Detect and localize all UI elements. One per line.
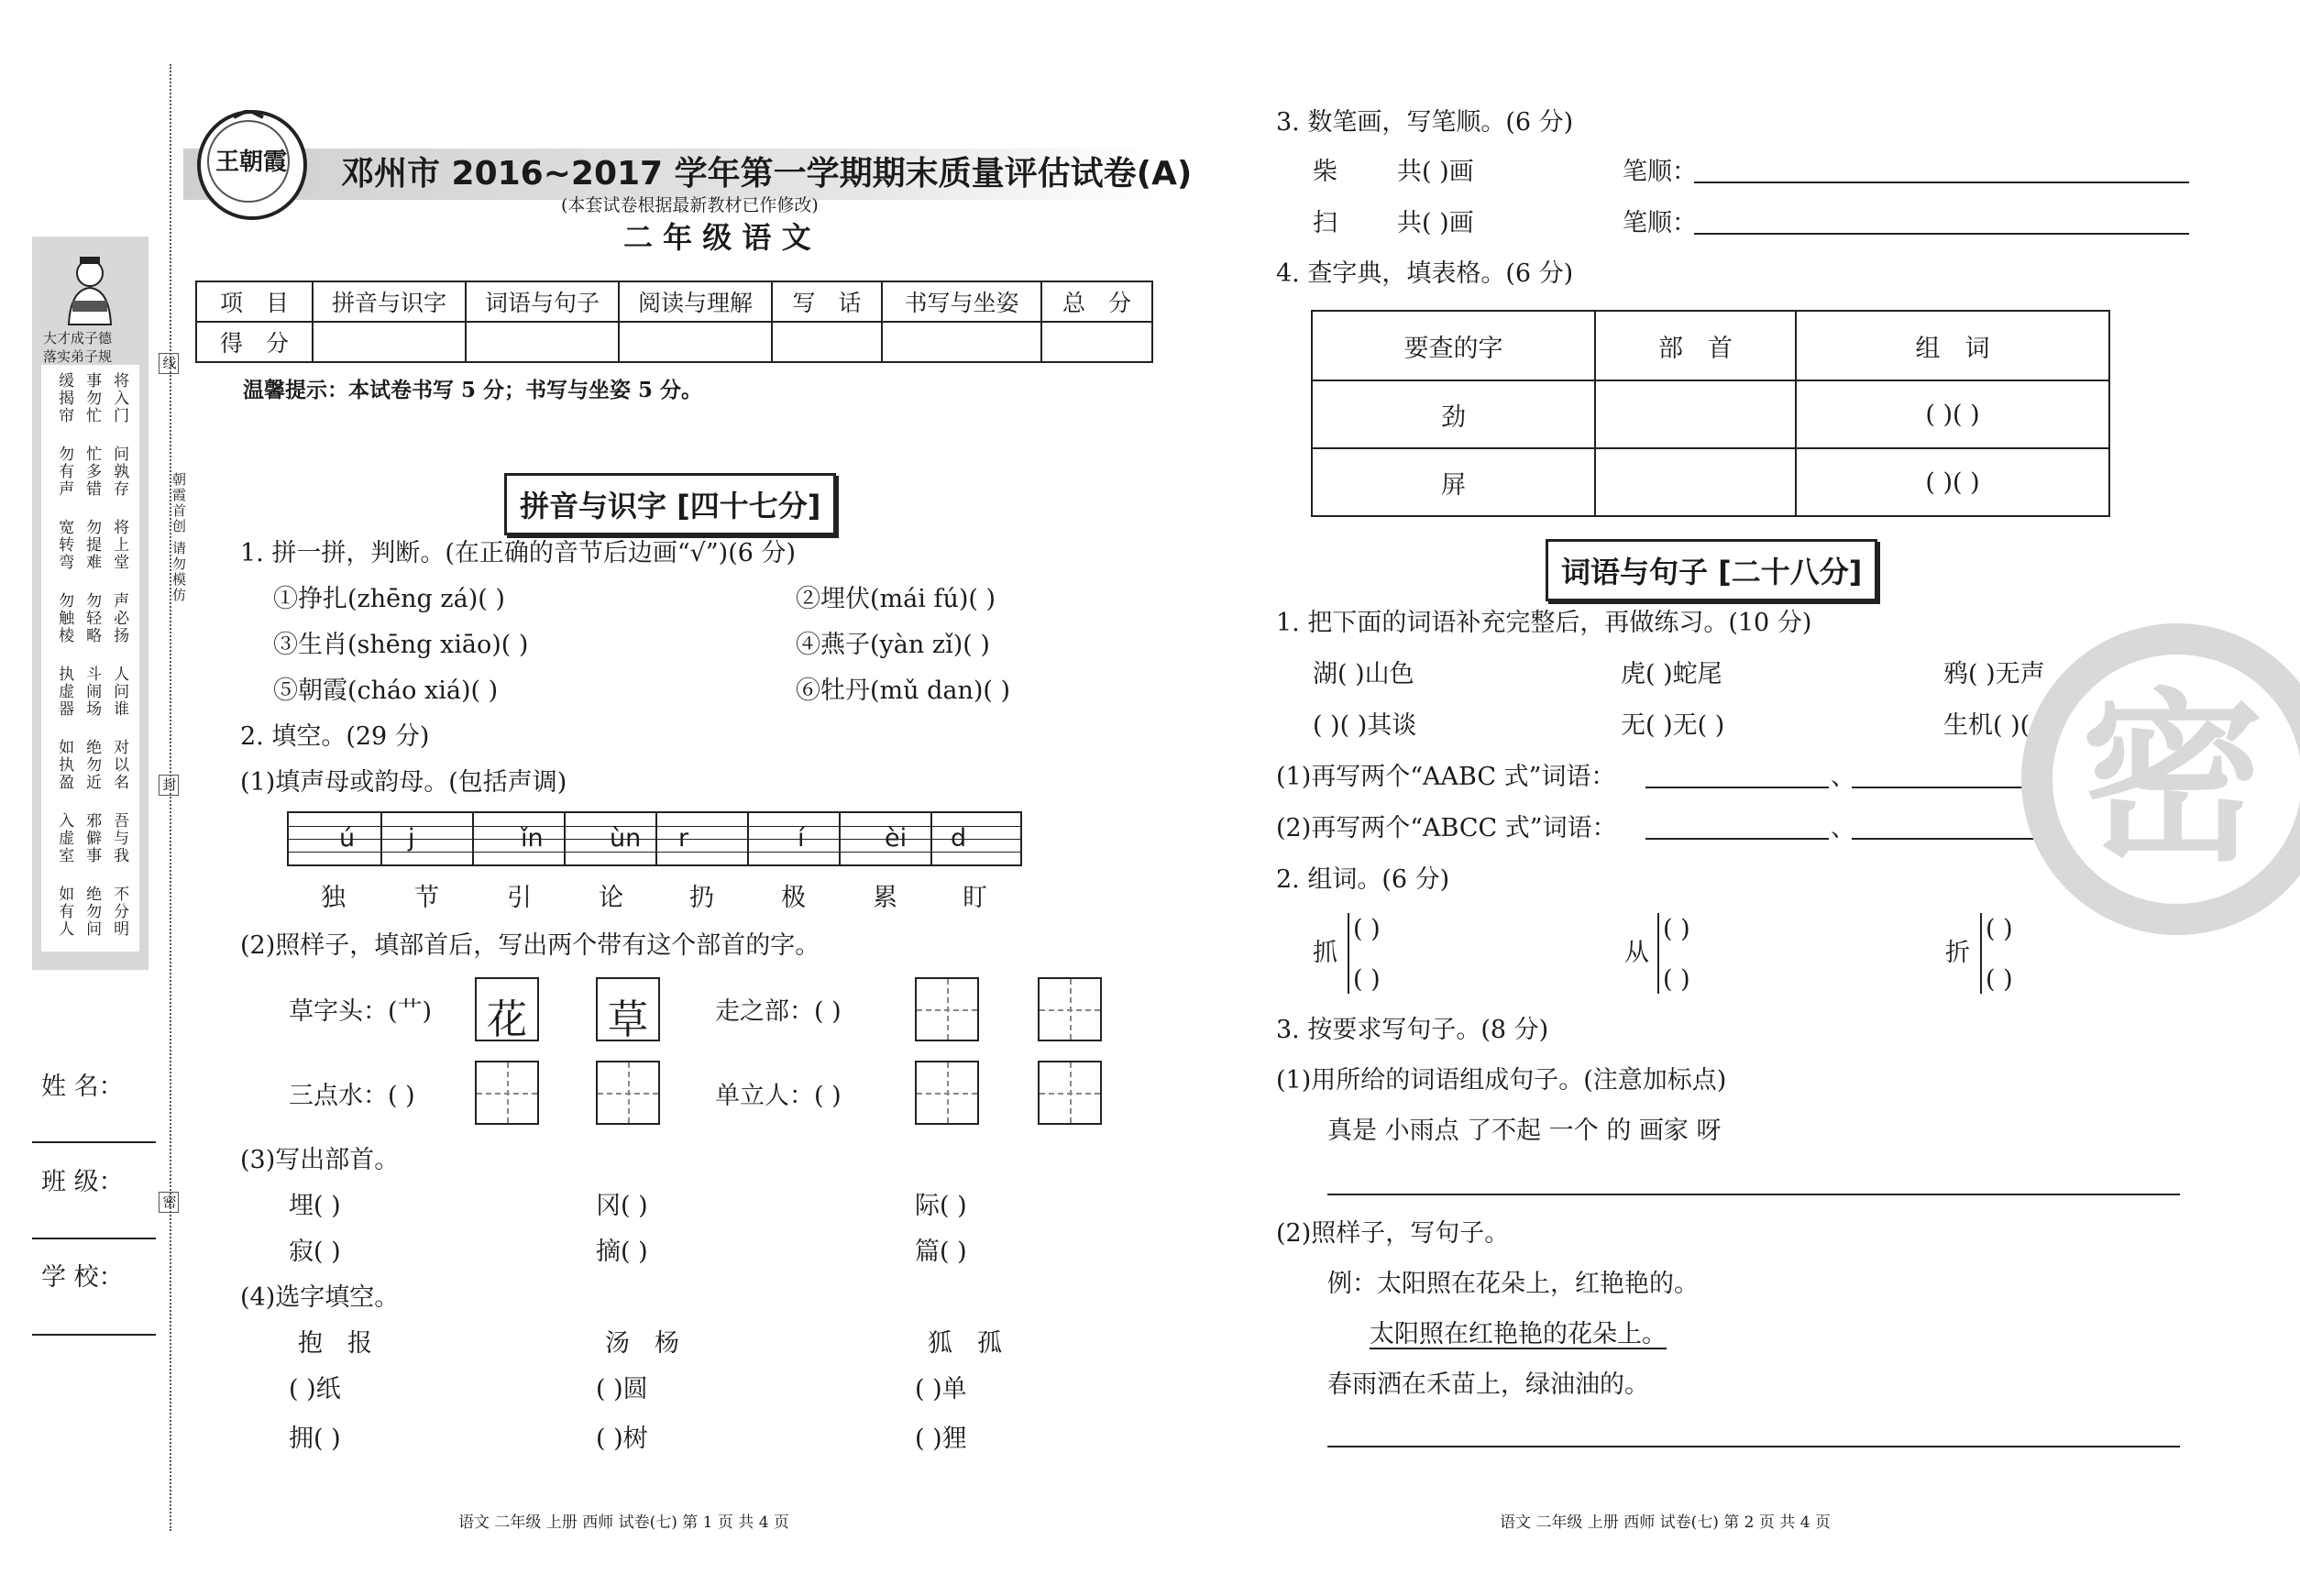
scholar-figure bbox=[60, 253, 120, 326]
rule-col: 执虚器 bbox=[55, 666, 74, 718]
rule-col: 将上堂 bbox=[110, 519, 129, 571]
tianzige-box[interactable] bbox=[475, 1061, 539, 1125]
bushou-item: 篇( ) bbox=[915, 1238, 967, 1266]
w2-prompt: 2. 组词。(6 分) bbox=[1276, 865, 1450, 894]
zuci-brace bbox=[1980, 913, 1982, 994]
stroke-char: 柴 bbox=[1313, 158, 1337, 186]
rule-col: 如有人 bbox=[55, 886, 74, 938]
q1-item: ③生肖(shēng xiāo)( ) bbox=[273, 631, 529, 659]
bushou-item: 冈( ) bbox=[596, 1192, 648, 1220]
logo-text: 王朝霞 bbox=[215, 149, 288, 176]
radical-label: 走之部：( ) bbox=[715, 997, 842, 1026]
sidebar-motto-2: 落实弟子规 bbox=[43, 348, 113, 365]
score-cell[interactable] bbox=[1041, 322, 1152, 362]
choose-head: 汤 杨 bbox=[605, 1329, 679, 1358]
task-sentence: 春雨洒在禾苗上，绿油油的。 bbox=[1327, 1370, 1649, 1399]
w3-prompt: 3. 按要求写句子。(8 分) bbox=[1276, 1016, 1549, 1044]
rule-col: 绝勿问 bbox=[83, 886, 102, 938]
dict-header: 组 词 bbox=[1796, 311, 2109, 380]
stroke-order-label: 笔顺： bbox=[1623, 209, 1697, 237]
stroke-order-line[interactable] bbox=[1694, 233, 2189, 235]
word-list: 真是 小雨点 了不起 一个 的 画家 呀 bbox=[1327, 1117, 1722, 1145]
score-header: 拼音与识字 bbox=[313, 281, 466, 322]
dict-words-cell[interactable]: ( )( ) bbox=[1796, 448, 2109, 516]
score-table bbox=[195, 281, 1153, 363]
pinyin-char: 节 bbox=[414, 884, 439, 912]
score-cell[interactable] bbox=[313, 322, 466, 362]
page-footer: 语文 二年级 上册 西师 试卷(七) 第 2 页 共 4 页 bbox=[1500, 1513, 1831, 1532]
rule-col: 不分明 bbox=[110, 886, 129, 938]
zuci-brace bbox=[1348, 913, 1349, 994]
rule-col: 事勿忙 bbox=[83, 372, 102, 424]
choose-head: 抱 报 bbox=[298, 1329, 372, 1358]
w3-1-prompt: (1)用所给的词语组成句子。(注意加标点) bbox=[1276, 1066, 1727, 1095]
choose-item: ( )圆 bbox=[596, 1375, 648, 1403]
pinyin-char: 盯 bbox=[963, 884, 987, 912]
class-field[interactable] bbox=[32, 1238, 156, 1239]
margin-note: 朝霞首创 请勿模仿 bbox=[171, 472, 187, 603]
q3-prompt: 3. 数笔画，写笔顺。(6 分) bbox=[1276, 108, 1574, 137]
pinyin-grid bbox=[287, 811, 1022, 866]
section-title-words: 词语与句子 [二十八分] bbox=[1546, 539, 1877, 601]
score-cell[interactable] bbox=[619, 322, 772, 362]
rule-col: 邪僻事 bbox=[83, 812, 102, 864]
class-label: 班 级： bbox=[41, 1168, 124, 1196]
rule-col: 对以名 bbox=[110, 739, 129, 791]
zuci-brace bbox=[1657, 913, 1659, 994]
choose-item: ( )狸 bbox=[915, 1425, 967, 1453]
stroke-char: 扫 bbox=[1313, 209, 1337, 237]
q1-item: ①挣扎(zhēng zá)( ) bbox=[273, 585, 505, 613]
rule-col: 勿轻略 bbox=[83, 592, 102, 644]
rule-col: 缓揭帘 bbox=[55, 372, 74, 424]
score-header: 写 话 bbox=[772, 281, 882, 322]
stroke-count: 共( )画 bbox=[1397, 158, 1474, 186]
seal-line-mark: 线 bbox=[159, 353, 179, 374]
rule-col: 将入门 bbox=[110, 372, 129, 424]
dunhao: 、 bbox=[1831, 814, 1855, 842]
w3-2-prompt: (2)照样子，写句子。 bbox=[1276, 1219, 1510, 1248]
dict-radical-cell[interactable] bbox=[1595, 448, 1796, 516]
radical-label: 草字头：(艹) bbox=[289, 997, 433, 1026]
sentence-line-2[interactable] bbox=[1327, 1446, 2180, 1447]
radical-label: 三点水：( ) bbox=[289, 1082, 415, 1110]
subject-title: 二 年 级 语 文 bbox=[623, 220, 811, 255]
aabc-line-1[interactable] bbox=[1645, 787, 1829, 788]
zuci-blank[interactable]: ( ) bbox=[1353, 965, 1381, 994]
tianzige-box[interactable] bbox=[596, 1061, 660, 1125]
w1-prompt: 1. 把下面的词语补充完整后，再做练习。(10 分) bbox=[1276, 609, 1812, 637]
pinyin-char: 引 bbox=[507, 884, 532, 912]
dict-char: 屏 bbox=[1312, 448, 1595, 516]
rule-col: 人问谁 bbox=[110, 666, 129, 718]
bushou-item: 摘( ) bbox=[596, 1238, 648, 1266]
score-header: 总 分 bbox=[1041, 281, 1152, 322]
example-char: 草 bbox=[608, 996, 648, 1043]
zuci-blank[interactable]: ( ) bbox=[1353, 915, 1381, 943]
choose-head: 狐 孤 bbox=[928, 1329, 1002, 1358]
pinyin-cell[interactable]: j bbox=[408, 824, 415, 853]
idiom-item: 鸦( )无声 bbox=[1943, 660, 2045, 688]
sidebar-motto-1: 大才成子德 bbox=[43, 330, 113, 347]
q2-2-prompt: (2)照样子，填部首后，写出两个带有这个部首的字。 bbox=[240, 931, 820, 960]
score-header: 项 目 bbox=[196, 281, 313, 322]
zuci-char: 从 bbox=[1624, 939, 1649, 967]
binding-dashed-line bbox=[170, 64, 171, 1531]
q4-prompt: 4. 查字典，填表格。(6 分) bbox=[1276, 259, 1574, 288]
dict-char: 劲 bbox=[1312, 380, 1595, 448]
pinyin-cell[interactable]: í bbox=[798, 824, 805, 853]
abcc-line-1[interactable] bbox=[1645, 838, 1829, 840]
section-title-pinyin: 拼音与识字 [四十七分] bbox=[504, 473, 836, 535]
rule-col: 入虚室 bbox=[55, 812, 74, 864]
score-cell[interactable] bbox=[882, 322, 1041, 362]
rules-sidebar bbox=[32, 237, 149, 970]
dunhao: 、 bbox=[1831, 763, 1855, 791]
logo-badge bbox=[197, 110, 307, 220]
pinyin-cell[interactable]: ǐn bbox=[521, 824, 544, 853]
pinyin-cell[interactable]: ùn bbox=[610, 824, 642, 853]
bushou-item: 埋( ) bbox=[289, 1192, 341, 1220]
dict-radical-cell[interactable] bbox=[1595, 380, 1796, 448]
page-footer: 语文 二年级 上册 西师 试卷(七) 第 1 页 共 4 页 bbox=[458, 1513, 789, 1532]
q1-item: ⑤朝霞(cháo xiá)( ) bbox=[273, 677, 499, 705]
rule-col: 勿有声 bbox=[55, 446, 74, 498]
tianzige-box[interactable] bbox=[1038, 1061, 1102, 1125]
sentence-line-1[interactable] bbox=[1327, 1194, 2180, 1195]
score-cell[interactable] bbox=[772, 322, 882, 362]
exam-title: 邓州市 2016~2017 学年第一学期期末质量评估试卷(A) bbox=[341, 155, 1193, 193]
choose-item: ( )纸 bbox=[289, 1375, 341, 1403]
rule-col: 如执盈 bbox=[55, 739, 74, 791]
pinyin-char: 极 bbox=[781, 884, 806, 912]
rule-col: 宽转弯 bbox=[55, 519, 74, 571]
stroke-order-label: 笔顺： bbox=[1623, 158, 1697, 186]
bushou-item: 际( ) bbox=[915, 1192, 967, 1220]
score-header: 阅读与理解 bbox=[619, 281, 772, 322]
q1-item: ⑥牡丹(mǔ dan)( ) bbox=[796, 677, 1011, 705]
sidebar-rules-box bbox=[41, 365, 139, 952]
rule-col: 忙多错 bbox=[83, 446, 102, 498]
tianzige-box[interactable] bbox=[915, 1061, 979, 1125]
secret-stamp bbox=[2021, 623, 2300, 944]
rule-col: 斗闹场 bbox=[83, 666, 102, 718]
seal-line-mark: 封 bbox=[159, 775, 179, 796]
idiom-item: 生机( )( ) bbox=[1943, 711, 2048, 740]
pinyin-cell[interactable]: d bbox=[951, 824, 967, 853]
zuci-blank[interactable]: ( ) bbox=[1986, 915, 2013, 943]
pinyin-cell[interactable]: ú bbox=[339, 824, 356, 853]
school-field[interactable] bbox=[32, 1334, 156, 1336]
bushou-item: 寂( ) bbox=[289, 1238, 341, 1266]
q1-item: ④燕子(yàn zǐ)( ) bbox=[796, 631, 990, 659]
zuci-blank[interactable]: ( ) bbox=[1663, 965, 1690, 994]
stroke-count: 共( )画 bbox=[1397, 209, 1474, 237]
rule-col: 声必扬 bbox=[110, 592, 129, 644]
seal-line-mark: 密 bbox=[159, 1192, 179, 1213]
q2-4-prompt: (4)选字填空。 bbox=[240, 1283, 400, 1312]
choose-item: ( )单 bbox=[915, 1375, 967, 1403]
idiom-item: 湖( )山色 bbox=[1313, 660, 1414, 688]
idiom-item: 无( )无( ) bbox=[1621, 711, 1725, 740]
score-row-label: 得 分 bbox=[196, 322, 313, 362]
rule-col: 勿触棱 bbox=[55, 592, 74, 644]
stamp-char: 密 bbox=[2081, 671, 2265, 886]
tianzige-box[interactable] bbox=[915, 977, 979, 1041]
pinyin-cell[interactable]: r bbox=[678, 824, 689, 853]
rule-col: 绝勿近 bbox=[83, 739, 102, 791]
pinyin-char: 独 bbox=[321, 884, 346, 912]
tianzige-box[interactable] bbox=[1038, 977, 1102, 1041]
name-field[interactable] bbox=[32, 1141, 156, 1143]
pinyin-cell[interactable]: èi bbox=[885, 824, 908, 853]
example-char: 花 bbox=[487, 996, 527, 1043]
q1-prompt: 1. 拼一拼，判断。(在正确的音节后边画“√”)(6 分) bbox=[240, 539, 797, 567]
rule-col: 问孰存 bbox=[110, 446, 129, 498]
pinyin-char: 扔 bbox=[689, 884, 714, 912]
score-header: 书写与坐姿 bbox=[882, 281, 1041, 322]
idiom-item: ( )( )其谈 bbox=[1313, 711, 1417, 740]
rule-col: 勿提难 bbox=[83, 519, 102, 571]
tianzige-box bbox=[475, 977, 539, 1041]
exam-subtitle: (本套试卷根据最新教材已作修改) bbox=[561, 195, 819, 215]
dictionary-table bbox=[1311, 310, 2110, 517]
pinyin-char: 累 bbox=[873, 884, 897, 912]
zuci-char: 抓 bbox=[1313, 939, 1337, 967]
score-header: 词语与句子 bbox=[466, 281, 619, 322]
aabc-prompt: (1)再写两个“AABC 式”词语： bbox=[1276, 763, 1616, 791]
tip-text: 温馨提示：本试卷书写 5 分；书写与坐姿 5 分。 bbox=[243, 378, 703, 402]
radical-label: 单立人：( ) bbox=[715, 1082, 842, 1110]
name-label: 姓 名： bbox=[41, 1073, 124, 1101]
example-answer: 太阳照在红艳艳的花朵上。 bbox=[1370, 1320, 1667, 1348]
abcc-line-2[interactable] bbox=[1852, 838, 2035, 840]
rule-col: 吾与我 bbox=[110, 812, 129, 864]
school-label: 学 校： bbox=[41, 1263, 124, 1292]
zuci-blank[interactable]: ( ) bbox=[1663, 915, 1690, 943]
dict-words-cell[interactable]: ( )( ) bbox=[1796, 380, 2109, 448]
choose-item: ( )树 bbox=[596, 1425, 648, 1453]
zuci-char: 折 bbox=[1945, 939, 1970, 967]
dict-header: 要查的字 bbox=[1312, 311, 1595, 380]
score-cell[interactable] bbox=[466, 322, 619, 362]
abcc-prompt: (2)再写两个“ABCC 式”词语： bbox=[1276, 814, 1617, 842]
aabc-line-2[interactable] bbox=[1852, 787, 2035, 788]
dict-header: 部 首 bbox=[1595, 311, 1796, 380]
q1-item: ②埋伏(mái fú)( ) bbox=[796, 585, 996, 613]
tianzige-box bbox=[596, 977, 660, 1041]
stroke-order-line[interactable] bbox=[1694, 182, 2189, 183]
zuci-blank[interactable]: ( ) bbox=[1986, 965, 2013, 994]
example-sentence: 例：太阳照在花朵上，红艳艳的。 bbox=[1327, 1270, 1699, 1298]
choose-item: 拥( ) bbox=[289, 1425, 341, 1453]
q2-prompt: 2. 填空。(29 分) bbox=[240, 722, 430, 751]
q2-3-prompt: (3)写出部首。 bbox=[240, 1146, 400, 1174]
idiom-item: 虎( )蛇尾 bbox=[1621, 660, 1722, 688]
q2-1-prompt: (1)填声母或韵母。(包括声调) bbox=[240, 768, 567, 797]
pinyin-char: 论 bbox=[599, 884, 623, 912]
